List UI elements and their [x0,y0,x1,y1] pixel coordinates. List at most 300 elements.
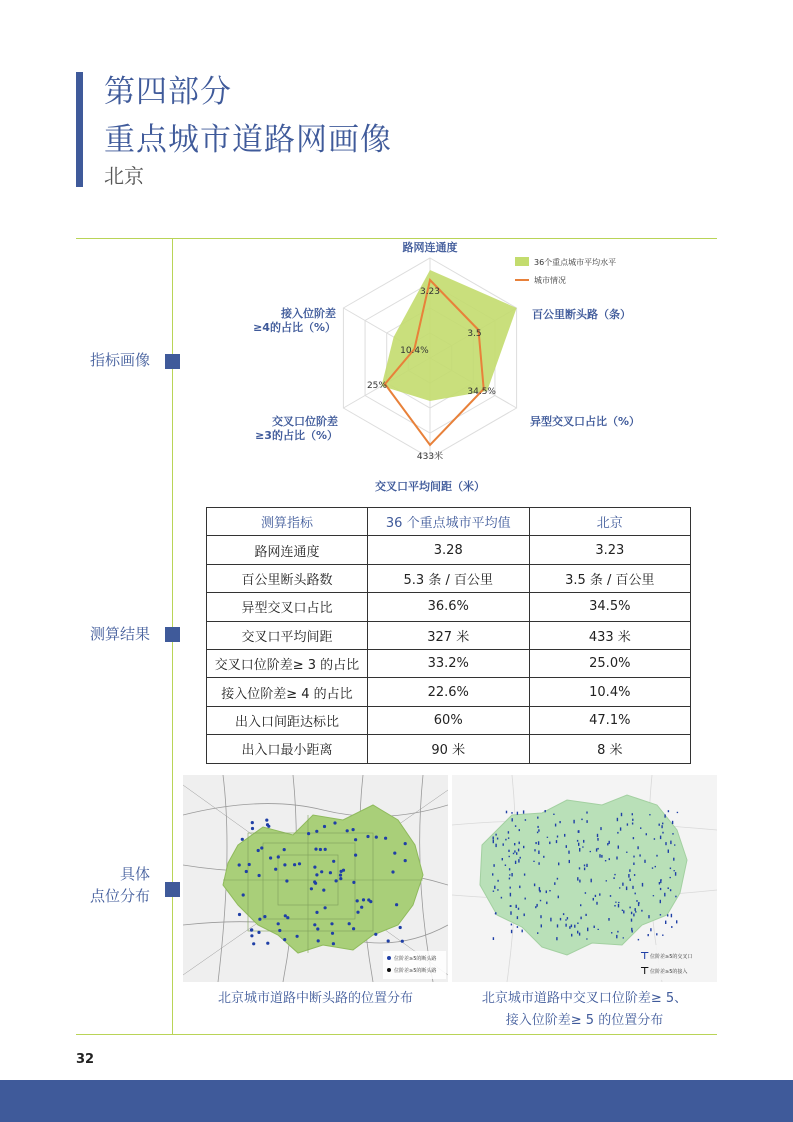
map-dead-end-dot [283,863,286,866]
map-intersection-mark [520,857,521,859]
axis-label-access-diff-4-line1: 接入位阶差 [281,307,336,320]
map-intersection-mark [514,850,515,852]
map-dead-end-dot [313,866,316,869]
map-intersection-mark [508,850,509,852]
map-intersection-mark [640,827,641,829]
map-intersection-mark [584,868,585,871]
map-dead-end-dot [339,874,342,877]
footer-band [0,1080,793,1122]
page-number: 32 [76,1052,95,1067]
table-cell: 8 米 [529,735,690,763]
map-intersection-mark [567,917,568,919]
table-cell: 22.6% [367,678,529,706]
map-intersection-mark [662,935,663,936]
map-intersection-mark [540,900,541,902]
map-intersection-mark [534,884,535,887]
map-intersection-mark [633,863,634,866]
map-intersection-mark [510,911,511,915]
map-intersection-mark [644,860,645,863]
map-intersection-mark [525,819,526,821]
map-intersection-mark [565,919,566,920]
map-intersection-mark [630,879,631,882]
table-cell: 异型交叉口占比 [207,593,368,621]
axis-label-irregular-intersections: 异型交叉口占比（%） [530,415,641,428]
map-dead-end-dot [320,870,323,873]
map-dead-end-dot [401,940,404,943]
map-intersection-mark [557,836,558,838]
map-intersection-mark [638,939,639,941]
map-intersection-mark [635,911,636,913]
map-intersection-mark [660,880,661,883]
map-intersection-mark [516,852,517,855]
map-dead-end-dot [360,906,363,909]
map-dead-end-dot [296,935,299,938]
map-intersection-mark [511,873,512,876]
map-intersection-mark [573,820,574,824]
map-intersection-mark [558,896,559,899]
map-intersection-mark [583,840,584,843]
map-dead-end-dot [258,874,261,877]
table-row [207,678,691,706]
map-dead-end-dot [324,906,327,909]
map-intersection-mark [538,862,539,865]
map-intersection-mark [577,877,578,880]
map-dead-end-dot [319,848,322,851]
map-intersection-mark [660,900,661,903]
map-intersection-mark [616,857,617,860]
map-intersection-mark [508,831,509,833]
table-cell: 34.5% [529,593,690,621]
map-dead-end-dot [323,825,326,828]
map-intersection-mark [609,841,610,844]
map-intersection-mark [518,849,519,852]
map-dead-end-dot [356,911,359,914]
map-dead-end-dot [283,938,286,941]
map-dead-end-dot [352,927,355,930]
map-intersection-mark [525,898,526,900]
map-dead-end-dot [387,939,390,942]
map-intersection-mark [585,914,586,916]
map-intersection-mark [648,934,649,936]
map-intersection-mark [554,882,555,885]
map-dead-end-dot [404,842,407,845]
map-intersection-mark [509,874,510,875]
map-intersection-mark [578,843,579,846]
map-dead-end-dot [354,854,357,857]
map-intersection-mark [627,823,628,825]
map-intersection-mark [510,887,511,889]
map-dead-end-dot [346,829,349,832]
map-intersection-mark [549,890,550,891]
map2-legend-2: 位阶差≥5的接入 [650,969,688,975]
map-intersection-mark [600,827,601,830]
map-intersection-mark [535,906,536,908]
map-intersection-mark [497,838,498,840]
map-dead-end-dot [395,903,398,906]
map-dead-end-dot [314,848,317,851]
map-intersection-mark [563,913,564,915]
map-intersection-mark [615,902,616,903]
table-cell: 3.5 条 / 百公里 [529,564,690,592]
map-intersection-mark [517,812,518,815]
map-intersection-mark [523,810,524,813]
map-intersection-mark [511,930,512,933]
map-intersection-mark [607,843,608,845]
map-intersection-mark [494,886,495,889]
map-intersection-mark [509,868,510,870]
svg-text:⊤: ⊤ [640,951,650,962]
map-dead-end-dot [331,932,334,935]
section-label-locations-2: 点位分布 [89,887,150,905]
map-intersection-mark [654,838,655,840]
map-intersection-mark [626,887,627,891]
table-cell: 47.1% [529,706,690,734]
table-cell: 25.0% [529,649,690,677]
table-cell: 10.4% [529,678,690,706]
map-intersection-mark [618,904,619,908]
table-cell: 60% [367,706,529,734]
chapter-title: 重点城市道路网画像 [104,122,392,158]
map-intersection-mark [661,825,662,828]
map-intersection-mark [619,887,620,888]
map-intersection-mark [673,858,674,861]
map-intersection-mark [608,918,609,921]
map-dead-end-dot [333,821,336,824]
section-marker-locations [165,882,180,897]
legend-swatch-average [515,257,529,266]
map-intersection-mark [510,893,511,897]
map-intersection-mark [646,833,647,835]
map-intersection-mark [629,907,630,909]
map-intersections [452,775,717,982]
map-intersection-mark [550,918,551,922]
map-intersection-mark [493,937,494,940]
map-intersection-mark [618,902,619,903]
map1-legend-2: 位阶差≥5的断头路 [394,968,437,974]
map-dead-end-dot [238,863,241,866]
map-dead-end-dot [404,859,407,862]
map-intersection-mark [569,860,570,863]
map-intersection-mark [662,823,663,825]
map-intersection-mark [596,848,597,851]
map1-caption: 北京城市道路中断头路的位置分布 [217,991,413,1006]
map-dead-end-dot [356,899,359,902]
map-intersection-mark [631,912,632,915]
map-intersection-mark [515,825,516,827]
map-intersection-mark [617,818,618,821]
map-intersection-mark [632,886,633,889]
table-cell: 接入位阶差≥ 4 的占比 [207,678,368,706]
table-cell: 327 米 [367,621,529,649]
svg-text:⊤: ⊤ [640,966,650,977]
map-intersection-mark [614,905,615,907]
section-label-locations-1: 具体 [119,865,150,883]
table-cell: 出入口间距达标比 [207,706,368,734]
section-marker-profile [165,354,180,369]
table-cell: 路网连通度 [207,536,368,564]
map-intersection-mark [502,858,503,860]
map-dead-end-dot [242,893,245,896]
map-dead-end-dot [307,832,310,835]
map-intersection-mark [539,887,540,891]
map-dead-end-dot [252,942,255,945]
axis-label-grade-diff-3-line2: ≥3的占比（%） [255,429,338,442]
map-intersection-mark [538,829,539,831]
title-accent-bar [76,72,83,187]
map-intersection-mark [611,932,612,933]
table-row [207,536,691,564]
map-intersection-mark [632,823,633,825]
map-intersection-mark [660,914,661,915]
map-intersection-mark [655,866,656,867]
map2-legend-1: 位阶差≥5的交叉口 [650,954,693,960]
map-intersection-mark [631,928,632,931]
map-intersection-mark [559,821,560,823]
result-table [206,507,691,764]
map-intersection-mark [541,924,542,927]
map-intersection-mark [633,837,634,839]
map-dead-end-dot [324,848,327,851]
map-intersection-mark [580,917,581,920]
table-cell: 5.3 条 / 百公里 [367,564,529,592]
radar-point-label: 10.4% [400,346,429,356]
map-intersection-mark [594,926,595,928]
map-intersection-mark [629,869,630,872]
map-intersections-image [452,775,717,982]
map-dead-end-dot [315,911,318,914]
table-cell: 3.23 [529,536,690,564]
table-cell: 33.2% [367,649,529,677]
map-intersection-mark [584,865,585,867]
map-intersection-mark [512,818,513,821]
map-dead-end-dot [399,926,402,929]
map-intersection-mark [495,844,496,847]
table-row [207,649,691,677]
map-dead-end-dot [317,939,320,942]
map-intersection-mark [591,879,592,883]
map-intersection-mark [598,929,599,930]
part-title: 第四部分 [104,74,232,110]
map-intersection-mark [639,854,640,856]
map-dead-end-dot [366,835,369,838]
map-intersection-mark [505,839,506,841]
map-intersection-mark [635,893,636,895]
table-cell: 36.6% [367,593,529,621]
map-intersection-mark [546,891,547,894]
table-row [207,564,691,592]
map-intersection-mark [637,846,638,849]
map-intersection-mark [674,870,675,871]
map-intersection-mark [524,874,525,876]
map-intersection-mark [664,814,665,817]
map-intersection-mark [536,904,537,907]
map-dead-ends [183,775,448,982]
map-intersection-mark [518,859,519,863]
map-intersection-mark [590,851,591,852]
map-intersection-mark [514,843,515,845]
map-dead-end-dot [339,877,342,880]
axis-label-access-diff-4-line2: ≥4的占比（%） [253,321,336,334]
map-intersection-mark [515,861,516,864]
map-dead-end-dot [342,869,345,872]
map-intersection-mark [560,918,561,921]
map-dead-end-dot [293,863,296,866]
map-intersection-mark [585,892,586,894]
map-intersection-mark [597,848,598,850]
radar-point-label: 25% [366,381,387,391]
map-intersection-mark [623,910,624,913]
map-intersection-mark [582,846,583,847]
map-intersection-mark [595,895,596,897]
map-dead-end-dot [274,868,277,871]
map-dead-end-dot [277,855,280,858]
map-dead-end-dot [241,838,244,841]
map-dead-end-dot [315,830,318,833]
map-intersection-mark [509,878,510,880]
map-intersection-mark [664,893,665,897]
map-dead-end-dot [238,913,241,916]
map-intersection-mark [538,851,539,855]
map-intersection-mark [517,916,518,919]
table-cell: 交叉口位阶差≥ 3 的占比 [207,649,368,677]
map-dead-end-dot [375,836,378,839]
map-intersection-mark [671,926,672,928]
map-intersection-mark [626,852,627,853]
map-dead-end-dot [278,929,281,932]
map-dead-end-dot [298,862,301,865]
map-intersection-mark [618,846,619,849]
map-intersection-mark [593,898,594,901]
table-cell: 90 米 [367,735,529,763]
map-intersection-mark [577,923,578,925]
map-intersection-mark [534,849,535,851]
map-intersection-mark [556,937,557,940]
map-intersection-mark [610,895,611,897]
table-cell: 交叉口平均间距 [207,621,368,649]
map-intersection-mark [668,850,669,853]
map-intersection-mark [579,933,580,936]
map-intersection-mark [638,903,639,906]
map-intersection-mark [621,813,622,816]
axis-label-intersection-spacing: 交叉口平均间距（米） [375,480,485,493]
map-intersection-mark [586,812,587,814]
axis-label-connectivity: 路网连通度 [402,241,458,254]
map-dead-end-dot [257,849,260,852]
map-dead-end-dot [266,942,269,945]
table-cell: 出入口最小距离 [207,735,368,763]
map-intersection-mark [660,888,661,890]
map-dead-end-dot [284,914,287,917]
map-intersection-mark [668,887,669,889]
map-intersection-mark [497,889,498,891]
map-intersection-mark [569,926,570,929]
map-intersection-mark [571,934,572,937]
table-row [207,593,691,621]
map-intersection-mark [519,886,520,889]
map-dead-end-dot [313,880,316,883]
map-intersection-mark [667,914,668,916]
map-intersection-mark [670,877,671,878]
map-intersection-mark [511,924,512,926]
map-intersection-mark [568,851,569,854]
map-intersection-mark [579,880,580,883]
table-header-cell: 北京 [529,508,690,536]
map-intersection-mark [543,856,544,858]
map-intersection-mark [586,938,587,939]
table-header-row [207,508,691,536]
table-row [207,735,691,763]
map-intersection-mark [493,837,494,840]
map-intersection-mark [633,914,634,917]
map-intersection-mark [633,856,634,858]
map-dead-end-dot [245,870,248,873]
map-dead-end-dot [250,934,253,937]
axis-label-grade-diff-3-line1: 交叉口位阶差 [272,415,338,428]
map-intersection-mark [571,925,572,928]
map-intersection-mark [614,874,615,875]
map-intersection-mark [509,856,510,857]
radar-point-label: 3.5 [467,329,482,339]
map-dead-end-dot [257,931,260,934]
map-intersection-mark [597,838,598,841]
map-dead-end-dot [329,871,332,874]
map-intersection-mark [675,896,676,898]
map-intersection-mark [601,855,602,858]
map-intersection-mark [581,819,582,821]
map-intersection-mark [634,874,635,876]
map-intersection-mark [578,830,579,833]
map-intersection-mark [617,931,618,933]
map-dead-end-dot [316,927,319,930]
map-intersection-mark [670,868,671,870]
section-label-profile: 指标画像 [89,351,150,369]
map-intersection-mark [523,846,524,848]
map-intersection-mark [587,928,588,932]
map-dead-end-dot [374,933,377,936]
table-cell: 3.28 [367,536,529,564]
map-intersection-mark [648,915,649,918]
map-intersection-mark [540,915,541,918]
map-intersection-mark [620,827,621,830]
map2-caption-line2: 接入位阶差≥ 5 的位置分布 [505,1013,664,1028]
radar-chart [230,238,670,500]
frame-bottom-line [76,1034,717,1035]
radar-point-label: 3.23 [419,287,441,297]
map-intersection-mark [535,842,536,844]
map-intersection-mark [519,829,520,831]
map-intersection-mark [635,908,636,911]
map-dead-end-dot [269,856,272,859]
map-intersection-mark [519,842,520,845]
map-intersection-mark [495,834,496,836]
map-intersection-mark [605,860,606,861]
map-intersection-mark [513,853,514,855]
map-intersection-mark [668,810,669,812]
map-intersection-mark [518,908,519,910]
map-dead-end-dot [332,942,335,945]
map-intersection-mark [537,932,538,934]
map-intersection-mark [537,817,538,819]
map-intersection-mark [556,840,557,843]
map-intersection-mark [660,836,661,840]
table-header-cell: 测算指标 [207,508,368,536]
map-intersection-mark [631,919,632,922]
map-dead-end-dot [266,823,269,826]
radar-series-average [382,270,517,401]
map-intersection-mark [566,845,567,848]
map-dead-end-dot [285,879,288,882]
map1-legend-1: 位阶差≥5的断头路 [394,956,437,962]
